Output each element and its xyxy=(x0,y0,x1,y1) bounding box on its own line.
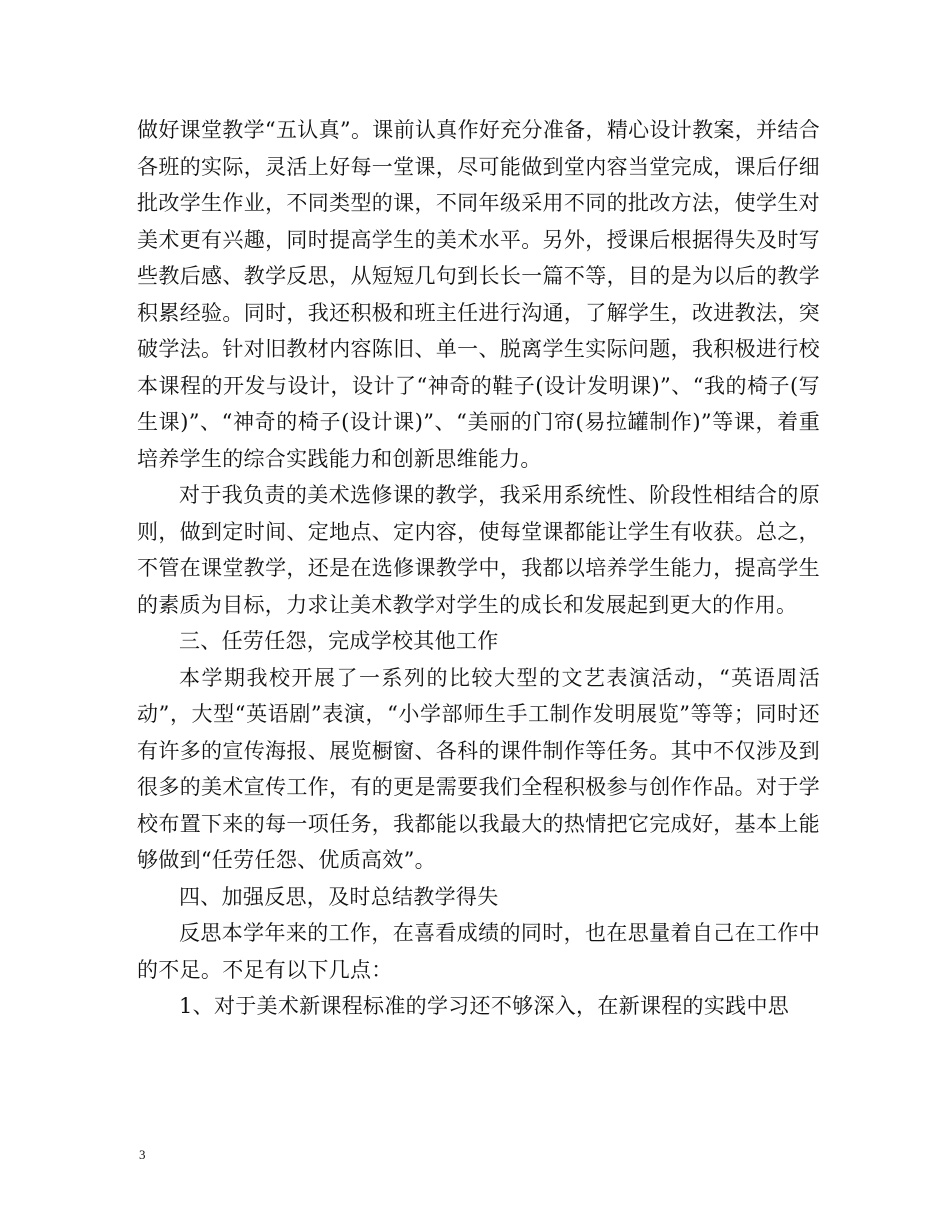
paragraph-teaching-practice: 做好课堂教学“五认真”。课前认真作好充分准备，精心设计教案，并结合各班的实际，灵活上好每一堂课，尽可能做到堂内容当堂完成，课后仔细批改学生作业，不同类型的课，不同年级采用不同的批改方法，使学生对美术更有兴趣，同时提高学生的美术水平。另外，授课后根据得失及时写些教后感、教学反思，从短短几句到长长一篇不等，目的是为以后的教学积累经验。同时，我还积极和班主任进行沟通，了解学生，改进教法，突破学法。针对旧教材内容陈旧、单一、脱离学生实际问题，我积极进行校本课程的开发与设计，设计了“神奇的鞋子(设计发明课)”、“我的椅子(写生课)”、“神奇的椅子(设计课)”、“美丽的门帘(易拉罐制作)”等课，着重培养学生的综合实践能力和创新思维能力。 xyxy=(137,118,820,471)
page-number: 3 xyxy=(139,1147,146,1162)
section-heading-other-work: 三、任劳任怨，完成学校其他工作 xyxy=(179,629,499,653)
paragraph-elective-course: 对于我负责的美术选修课的教学，我采用系统性、阶段性相结合的原则，做到定时间、定地点、定内容，使每堂课都能让学生有收获。总之，不管在课堂教学，还是在选修课教学中，我都以培养学生能力，提高学生的素质为目标，力求让美术教学对学生的成长和发展起到更大的作用。 xyxy=(137,483,820,617)
document-body xyxy=(137,112,820,1025)
section-heading-reflection: 四、加强反思，及时总结教学得失 xyxy=(179,884,499,909)
paragraph-school-activities: 本学期我校开展了一系列的比较大型的文艺表演活动，“英语周活动”，大型“英语剧”表演，“小学部师生手工制作发明展览”等等；同时还有许多的宣传海报、展览橱窗、各科的课件制作等任务。其中不仅涉及到很多的美术宣传工作，有的更是需要我们全程积极参与创作作品。对于学校布置下来的每一项任务，我都能以我最大的热情把它完成好，基本上能够做到“任劳任怨、优质高效”。 xyxy=(137,665,820,872)
list-item-shortcoming-1: 1、对于美术新课程标准的学习还不够深入，在新课程的实践中思 xyxy=(179,994,790,1018)
paragraph-reflection-intro: 反思本学年来的工作，在喜看成绩的同时，也在思量着自己在工作中的不足。不足有以下几点： xyxy=(137,921,820,982)
